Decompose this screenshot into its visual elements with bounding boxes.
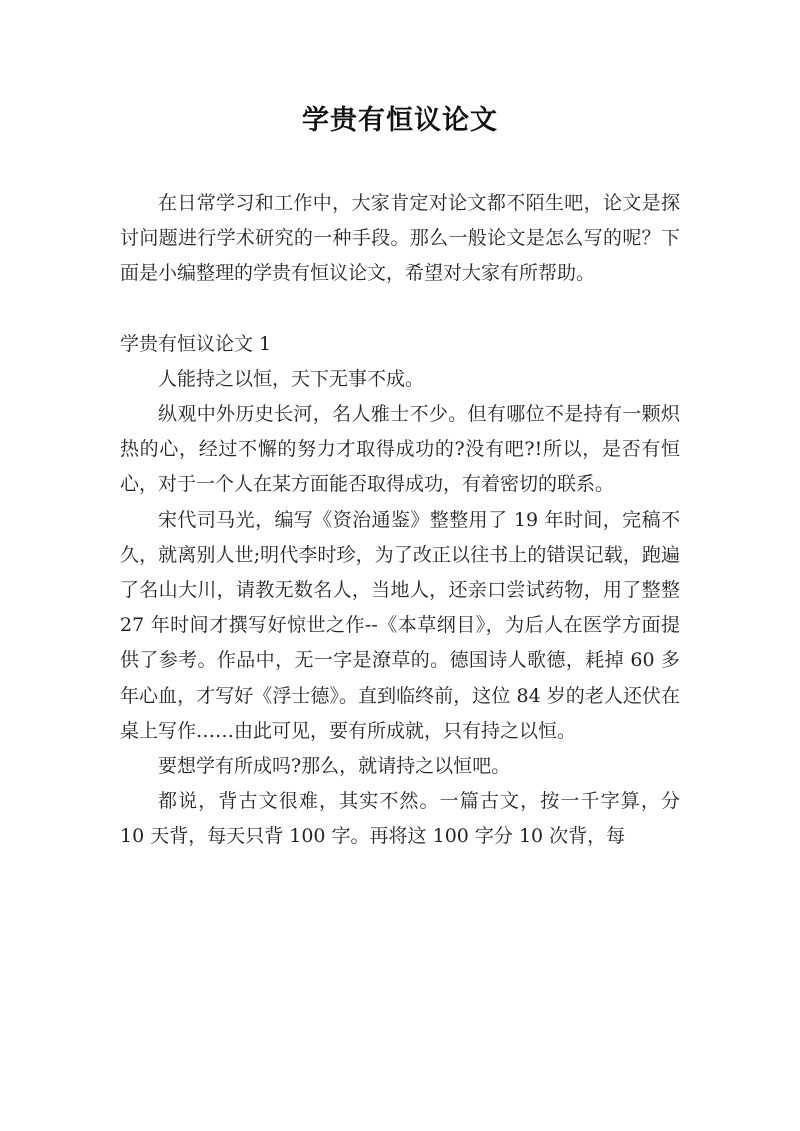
body-paragraph: 宋代司马光，编写《资治通鉴》整整用了 19 年时间，完稿不久，就离别人世;明代李时珍，为了改正以往书上的错误记载，跑遍了名山大川，请教无数名人，当地人，还亲口尝试药物，用了整整 27 年时间才撰写好惊世之作--《本草纲目》，为后人在医学方面提供了参考。作品中，无一字是潦草的。德国诗人歌德，耗掉 60 多年心血，才写好《浮士德》。直到临终前，这位 84 岁的老人还伏在桌上写作……由此可见，要有所成就，只有持之以恒。 xyxy=(120,508,680,742)
body-paragraph: 纵观中外历史长河，名人雅士不少。但有哪位不是持有一颗炽热的心，经过不懈的努力才取得成功的?没有吧?!所以，是否有恒心，对于一个人在某方面能否取得成功，有着密切的联系。 xyxy=(120,403,680,496)
document-body xyxy=(120,186,680,855)
section-heading: 学贵有恒议论文 1 xyxy=(120,332,272,355)
body-paragraph: 人能持之以恒，天下无事不成。 xyxy=(158,367,425,390)
intro-paragraph: 在日常学习和工作中，大家肯定对论文都不陌生吧，论文是探讨问题进行学术研究的一种手段。那么一般论文是怎么写的呢？下面是小编整理的学贵有恒议论文，希望对大家有所帮助。 xyxy=(120,192,680,285)
body-paragraph: 都说，背古文很难，其实不然。一篇古文，按一千字算，分 10 天背，每天只背 100 字。再将这 100 字分 10 次背，每 xyxy=(120,790,680,848)
body-paragraph: 要想学有所成吗?那么，就请持之以恒吧。 xyxy=(158,755,511,778)
document-title: 学贵有恒议论文 xyxy=(302,105,498,136)
